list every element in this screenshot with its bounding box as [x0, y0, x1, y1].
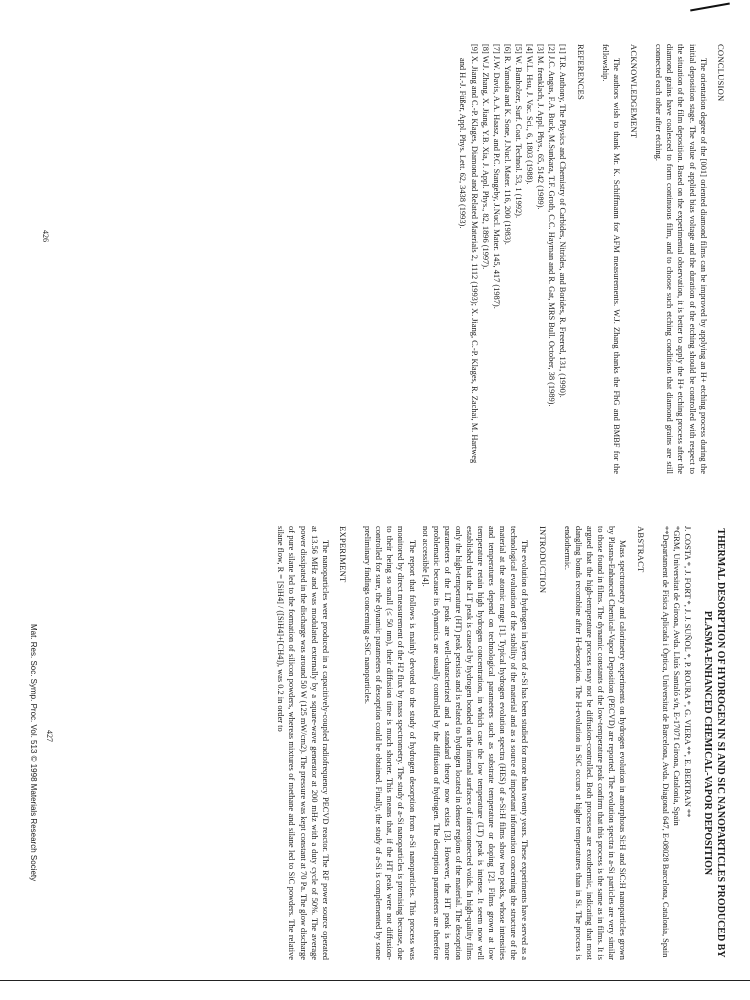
reference-item: [9] X. Jiang and C.-P. Klages, Diamond and Related Materials 2, 1112 (1993); X. Jiang, C.-P. Klages, R. Zachai, M. Hartweg and H.-J. Füßer, Appl. Phys. Lett. 62, 3438 (1993). — [458, 44, 479, 464]
reference-item: [8] W.J. Zhang, X. Jiang, Y.B. Xia, J. Appl. Phys., 82, 1896 (1997). — [480, 44, 490, 270]
introduction-paragraph: The report that follows is mainly devoted to the study of hydrogen desorption from a-Si nanoparticles. This process was monitored by direct measurement of the H2 flux by mass spectrometry. The study of a-Si nanoparticles is promising because, due to their being so small (≤ 50 nm), their diffusion time is much shorter. This means that, if the HT peak were not diffusion-controlled for sure, the dynamic parameters of desorption could be obtained. Finally, the study of a-Si is complemented by some preliminary findings concerning a-SiC nanoparticles. — [363, 526, 417, 960]
reference-item: [6] R. Yamada and K. Sone, J.Nucl. Mater. 116, 200 (1983). — [502, 44, 512, 245]
introduction-paragraph: The evolution of hydrogen in layers of a-Si has been studied for more than twenty years. These experiments have served as a technological evaluation of the stability of the material and as a source of important information concerning the structure of the material at the atomic range [1]. Typical hydrogen evolution spectra (HES) of a-Si:H films show two peaks, whose intensities and temperatures depend on technological parameters such as substrate temperature or doping [2]. Films grown at low temperature retain high hydrogen concentration, in which case the low temperature (LT) peak is intense. It seem now well established that the LT peak is caused by hydrogen bonded on the internal surfaces of interconnected voids. In high-quality films only the high-temperature (HT) peak persists and is related to hydrogen located in denser regions of the material. The desorption parameters of the LT peak are well-characterized and a standard theory now exists [3]. However, the HT peak is more problematic because its dynamics are usually controlled by the diffusion of hydrogen. The desorption parameters are therefore not accessible [4]. — [420, 526, 530, 960]
acknowledgement-heading: ACKNOWLEDGEMENT — [629, 44, 640, 139]
footer-citation: Mat. Res. Soc. Symp. Proc. Vol. 513 © 1998 Materials Research Society — [29, 624, 38, 882]
reference-item: [7] J.W. Davis, A.A. Haasz, and P.C. Stangeby, J.Nucl. Mater. 145, 417 (1987). — [491, 44, 501, 309]
reference-item: [3] M. frenklach, J. Appl. Phys., 65, 5142 (1989). — [536, 44, 546, 210]
conclusion-text: The orientation degree of the [001] oriented diamond films can be improved by applying an H+ etching process during the initial deposition stage. The value of applied bias voltage and the duration of the etching should be controlled with respect to the situation of the film deposition. Based on the experimental observation, it is better to apply the H+ etching process after the diamond grains have coalesced to form continuous film, and to choose such etching conditions that diamond grains are still connected each other after etching. — [654, 44, 708, 474]
affiliation-1: *GRM, Universitat de Girona, Avda. Lluís Santaló s/n, E-17071 Girona, Catalonia, Spain — [671, 526, 681, 826]
paper-title: THERMAL DESORPTION OF HYDROGEN IN SI AND SIC NANOPARTICLES PRODUCED BY PLASMA-ENHANCED CHEMICAL-VAPOR DEPOSITION — [702, 528, 726, 958]
abstract-text: Mass spectrometry and calorimetry experiments on hydrogen evolution in amorphous Si:H and SiC:H nanoparticles grown by Plasma-Enhanced Chemical-Vapor Deposition (PECVD) are reported. The evolution spectra in a-Si particles are very similar to those found in films. The dynamic constants of the low-temperature peak confirm that this process is the same as in films. It is argued that the high-temperature process may not be diffusion-controlled. Both processes are exothermic, indicating that most dangling bonds recombine after H-desorption. The H-evolution in SiC occurs at higher temperatures than in Si. The process is endothermic. — [562, 526, 628, 960]
page-number-left: 426 — [41, 230, 50, 242]
reference-item: [1] T.R. Anthony, The Physics and Chemistry of Carbides, Nitrides, and Borides, R. Freered, 131, (1990). — [558, 44, 568, 398]
introduction-heading: INTRODUCTION — [537, 526, 548, 594]
abstract-heading: ABSTRACT — [635, 526, 646, 573]
author-list: J. COSTA *, J. FORT *, J. J. SUÑOL *, P. ROURA *, G. VIERA **, E. BERTRAN ** — [683, 526, 692, 818]
experiment-heading: EXPERIMENT — [338, 526, 349, 583]
right-page — [0, 500, 750, 1000]
page-number-right: 427 — [45, 730, 54, 742]
reference-item: [4] W.L. Hsu, J. Vac. Sci., 6, 1803 (1988). — [525, 44, 535, 185]
reference-item: [2] J.C. Angus, F.A. Buck, M.Sunkara, T.F. Groth, C.C. Hayman and R. Gat, MRS Bull. October, 38 (1989). — [547, 44, 557, 407]
reference-item: [5] W. Banholzer, Surf. Coat. Technol. 53, 1 (1992). — [513, 44, 523, 219]
references-heading: REFERENCES — [575, 44, 586, 100]
acknowledgement-text: The authors wish to thank Mr. K. Schiffmann for AFM measurements. W.J. Zhang thanks the FhG and BMBF for the fellowship. — [600, 44, 621, 474]
reference-list — [457, 44, 568, 474]
conclusion-heading: CONCLUSION — [716, 44, 726, 102]
affiliation-2: **Departament de Física Aplicada i Òptica, Universitat de Barcelona, Avda. Diagonal 647, E-08028 Barcelona, Catalonia, Spain — [660, 526, 670, 958]
experiment-text: The nanoparticles were produced in a capacitively-coupled radiofrequency PECVD reactor. The RF power source operated at 13.56 MHz and was modulated externally by a square-wave generator at 200 mHz with a duty cycle of 50%. The average power dissipated in the discharge was around 50 W (125 mW/cm2). The pressure was kept constant at 70 Pa. The glow discharge of pure silane led to the formation of silicon powders, whereas mixtures of methane and silane led to SiC powders. The relative silane flow, R = [SiH4] / ([SiH4]+[CH4]), was 0.2 in order to — [276, 526, 330, 960]
scan-edge — [0, 980, 750, 992]
